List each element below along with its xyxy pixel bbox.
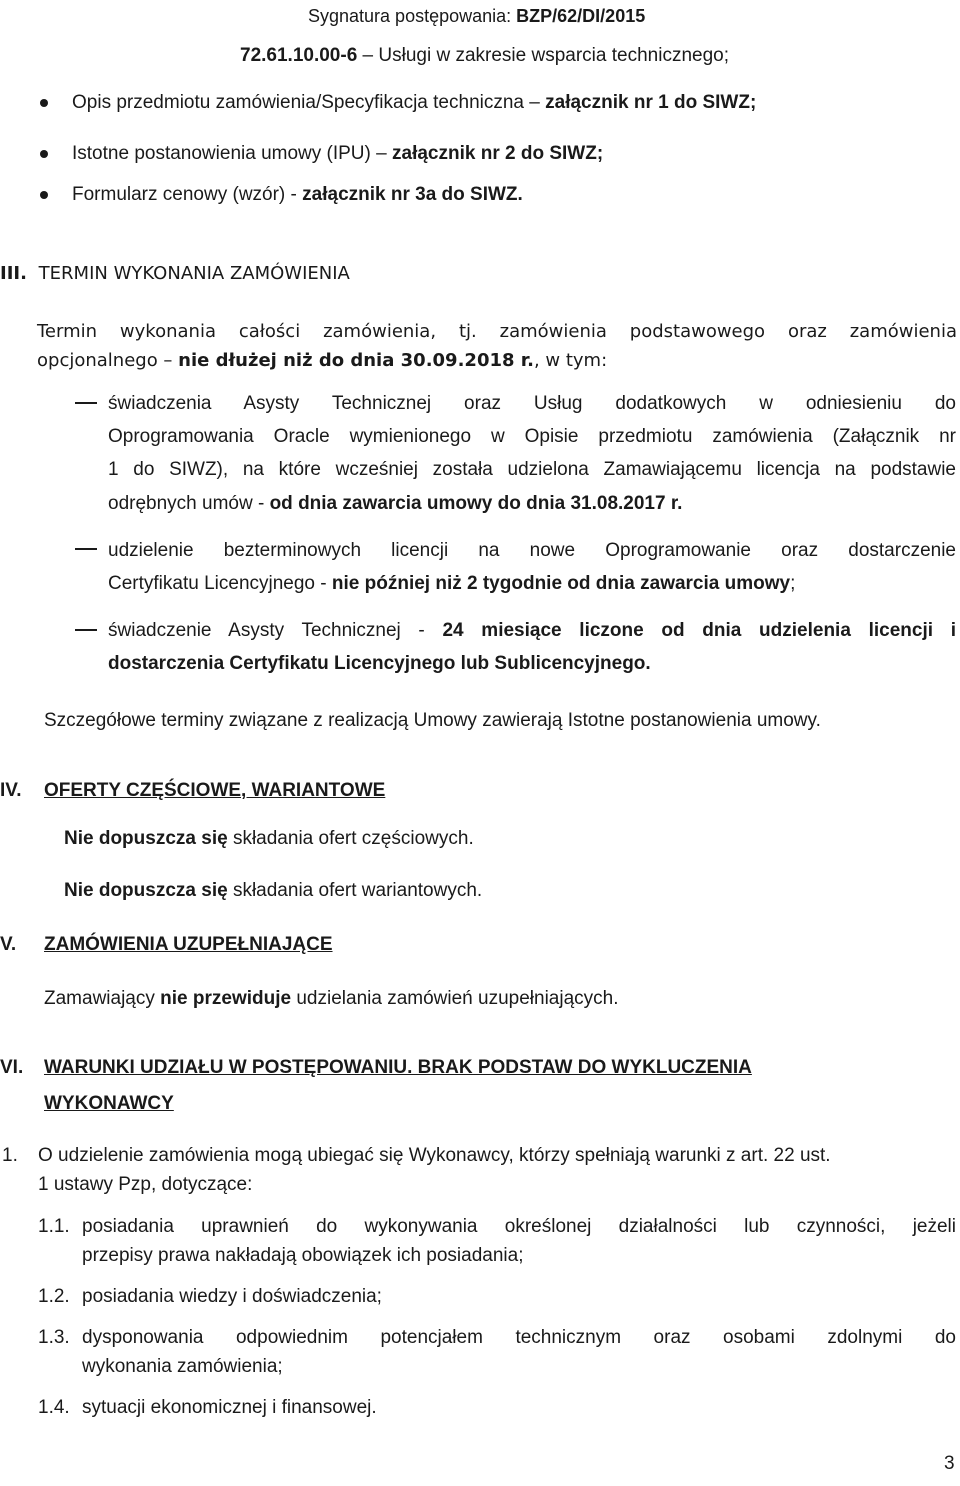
dash-icon [75,548,97,550]
bullet-icon [40,191,48,199]
list-item-line: odrębnych umów - od dnia zawarcia umowy do dnia 31.08.2017 r. [108,493,683,514]
paragraph-line: opcjonalnego – nie dłużej niż do dnia 30.09.2018 r., w tym: [37,350,608,371]
section-heading [0,1052,23,1084]
section-title: TERMIN WYKONANIA ZAMÓWIENIA [38,263,350,284]
section-heading [0,258,350,290]
section-title: WARUNKI UDZIAŁU W POSTĘPOWANIU. BRAK PODSTAW DO WYKLUCZENIA [44,1057,752,1078]
section-number: VI. [0,1057,24,1078]
bullet-icon [40,150,48,158]
list-item-line: 1 do SIWZ), na które wcześniej została udzielona Zamawiającemu licencja na podstawie [108,459,956,480]
sub-item-line: wykonania zamówienia; [82,1356,283,1377]
cpv-code: 72.61.10.00-6 [240,45,358,66]
signature-value: BZP/62/DI/2015 [516,6,646,26]
paragraph-line: Szczegółowe terminy związane z realizacją Umowy zawierają Istotne postanowienia umowy. [44,710,821,731]
cpv-text: – Usługi w zakresie wsparcia technicznego; [357,45,729,66]
list-item: Formularz cenowy (wzór) - załącznik nr 3a do SIWZ. [72,184,523,205]
sub-item-number: 1.3. [38,1327,70,1348]
list-item: Istotne postanowienia umowy (IPU) – załącznik nr 2 do SIWZ; [72,143,604,164]
document-signature [308,0,645,32]
page-number: 3 [944,1453,955,1474]
section-heading [0,929,16,961]
list-item-line: udzielenie bezterminowych licencji na nowe Oprogramowanie oraz dostarczenie [108,540,956,561]
list-item-line: dostarczenia Certyfikatu Licencyjnego lub Sublicencyjnego. [108,653,651,674]
paragraph-line: O udzielenie zamówienia mogą ubiegać się Wykonawcy, którzy spełniają warunki z art. 22 ust. [38,1145,831,1166]
section-heading [0,775,22,807]
list-item-line: świadczenia Asysty Technicznej oraz Usług dodatkowych w odniesieniu do [108,393,956,414]
paragraph-line: Termin wykonania całości zamówienia, tj. zamówienia podstawowego oraz zamówienia [37,321,957,342]
section-title: WYKONAWCY [44,1093,174,1114]
paragraph-line: Nie dopuszcza się składania ofert częściowych. [64,828,474,849]
sub-item-line: posiadania wiedzy i doświadczenia; [82,1286,382,1307]
paragraph-line: Zamawiający nie przewiduje udzielania zamówień uzupełniających. [44,988,619,1009]
paragraph-line: Nie dopuszcza się składania ofert wariantowych. [64,880,483,901]
sub-item-line: dysponowania odpowiednim potencjałem technicznym oraz osobami zdolnymi do [82,1327,956,1348]
sub-item-number: 1.2. [38,1286,70,1307]
list-item-line: Oprogramowania Oracle wymienionego w Opisie przedmiotu zamówienia (Załącznik nr [108,426,956,447]
cpv-line [240,40,729,72]
sub-item-line: posiadania uprawnień do wykonywania określonej działalności lub czynności, jeżeli [82,1216,956,1237]
list-item: Opis przedmiotu zamówienia/Specyfikacja techniczna – załącznik nr 1 do SIWZ; [72,92,757,113]
sub-item-line: przepisy prawa nakładają obowiązek ich posiadania; [82,1245,524,1266]
signature-label: Sygnatura postępowania: [308,6,517,26]
section-title: OFERTY CZĘŚCIOWE, WARIANTOWE [44,780,386,801]
bullet-icon [40,99,48,107]
sub-item-number: 1.4. [38,1397,70,1418]
paragraph-number: 1. [2,1145,18,1166]
dash-icon [75,629,97,631]
section-number: III. [0,263,27,284]
section-number: V. [0,934,17,955]
paragraph-line: 1 ustawy Pzp, dotyczące: [38,1174,253,1195]
list-item-line: świadczenie Asysty Technicznej - 24 miesiące liczone od dnia udzielenia licencji i [108,620,957,641]
list-item-line: Certyfikatu Licencyjnego - nie później niż 2 tygodnie od dnia zawarcia umowy; [108,573,796,594]
sub-item-line: sytuacji ekonomicznej i finansowej. [82,1397,377,1418]
section-title: ZAMÓWIENIA UZUPEŁNIAJĄCE [44,934,333,955]
sub-item-number: 1.1. [38,1216,70,1237]
section-number: IV. [0,780,22,801]
dash-icon [75,402,97,404]
